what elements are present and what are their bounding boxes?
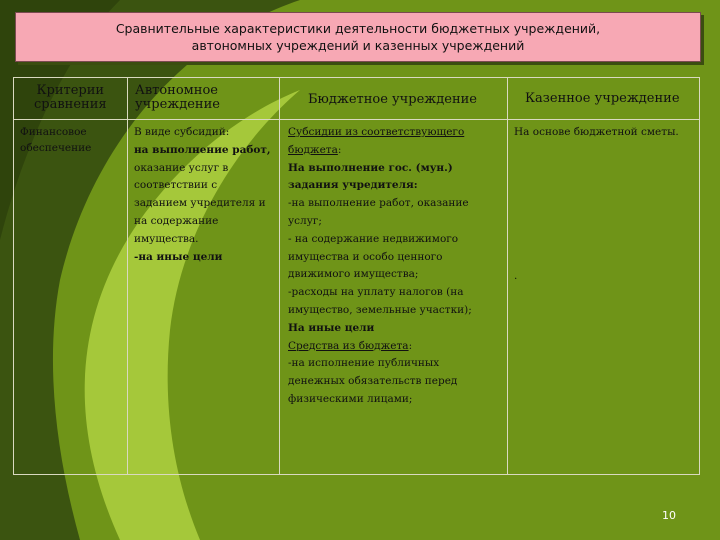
header-criteria-line-2: сравнения [34, 97, 107, 112]
cell-criteria-line-1: Финансовое [20, 126, 87, 138]
budget-line-15: денежных обязательств перед [288, 375, 458, 388]
budget-line-7: - на содержание недвижимого [288, 232, 459, 245]
budget-line-11: имущество, земельные участки); [288, 303, 472, 316]
auto-line-8: -на иные цели [134, 250, 223, 263]
state-line-1: На основе бюджетной сметы. [514, 126, 679, 138]
header-divider [14, 119, 699, 120]
title-line-1: Сравнительные характеристики деятельности бюджетных учреждений, [115, 21, 601, 36]
budget-line-14: -на исполнение публичных [288, 357, 440, 370]
budget-line-2-text: бюджета [288, 143, 338, 156]
header-criteria-line-1: Критерии [36, 83, 105, 98]
budget-line-12: На иные цели [288, 321, 375, 334]
budget-line-16: физическими лицами; [288, 392, 413, 405]
cell-state [514, 124, 679, 142]
auto-line-5: заданием учредителя и [134, 197, 266, 210]
budget-line-8: имущества и особо ценного [288, 250, 443, 263]
header-autonomous [135, 84, 220, 112]
budget-line-3: На выполнение гос. (мун.) [288, 161, 453, 174]
header-autonomous-line-2: учреждение [135, 97, 220, 112]
header-budget: Бюджетное учреждение [308, 92, 477, 107]
page-number: 10 [662, 509, 676, 522]
auto-line-6: на содержание [134, 214, 219, 227]
budget-line-4: задания учредителя: [288, 179, 418, 192]
cell-criteria-line-2: обеспечение [20, 142, 92, 154]
header-autonomous-line-1: Автономное [135, 83, 218, 98]
title-line-2: автономных учреждений и казенных учреждений [191, 38, 525, 53]
header-criteria [34, 84, 107, 112]
budget-line-13-text: Средства из бюджета [288, 339, 409, 352]
budget-line-2 [288, 142, 472, 160]
auto-line-3: оказание услуг в [134, 161, 229, 174]
budget-line-5: -на выполнение работ, оказание [288, 197, 469, 210]
budget-line-6: услуг; [288, 214, 322, 227]
auto-line-4: соответствии с [134, 179, 218, 192]
budget-line-1: Субсидии из соответствующего [288, 126, 465, 138]
budget-line-13-colon: : [408, 339, 413, 352]
state-dot: . [514, 270, 518, 282]
auto-line-1: В виде субсидий: [134, 126, 230, 138]
comparison-table [13, 77, 700, 475]
cell-autonomous [134, 124, 271, 266]
budget-line-13 [288, 338, 472, 356]
slide-title [15, 12, 701, 62]
cell-criteria [20, 124, 91, 156]
auto-line-2: на выполнение работ, [134, 143, 271, 156]
budget-line-2-colon: : [337, 143, 342, 156]
header-state: Казенное учреждение [525, 91, 680, 106]
budget-line-9: движимого имущества; [288, 268, 419, 281]
budget-line-10: -расходы на уплату налогов (на [288, 286, 464, 299]
cell-budget [288, 124, 472, 409]
auto-line-7: имущества. [134, 232, 199, 245]
